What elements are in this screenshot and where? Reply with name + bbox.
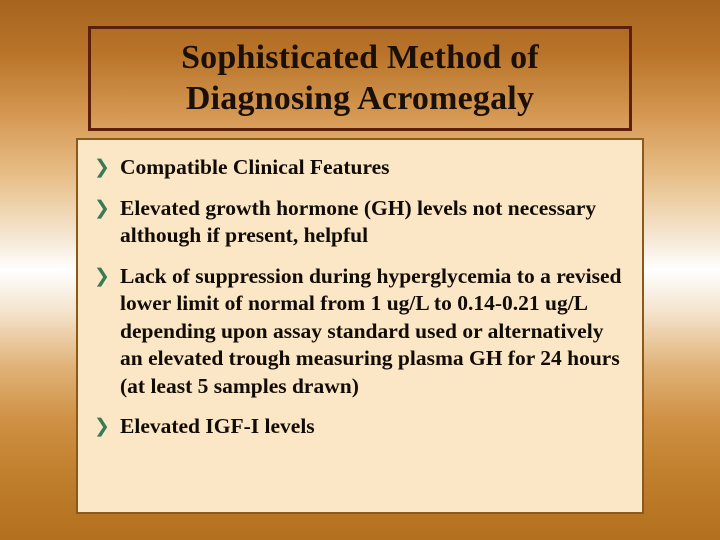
list-item-text: Lack of suppression during hyperglycemia to a revised lower limit of normal from 1 ug/L to 0.14-0.21 ug/L depending upon assay standard used or alternatively an elevated trough measuring plasma GH for 24 hours (at least 5 samples drawn) (120, 263, 622, 398)
bullet-list (94, 154, 624, 441)
list-item (94, 195, 624, 250)
list-item-text: Compatible Clinical Features (120, 155, 390, 179)
diamond-bullet-icon: ❯ (94, 416, 110, 438)
diamond-bullet-icon: ❯ (94, 157, 110, 178)
diamond-bullet-icon: ❯ (94, 265, 110, 287)
slide-title-box (88, 26, 632, 131)
page-title: Sophisticated Method of Diagnosing Acromegaly (181, 39, 539, 117)
list-item (94, 263, 624, 401)
list-item (94, 413, 624, 441)
list-item (94, 154, 624, 182)
list-item-text: Elevated growth hormone (GH) levels not necessary although if present, helpful (120, 195, 597, 248)
diamond-bullet-icon: ❯ (94, 197, 110, 219)
list-item-text: Elevated IGF-I levels (120, 414, 315, 439)
slide-body-box (76, 138, 644, 514)
